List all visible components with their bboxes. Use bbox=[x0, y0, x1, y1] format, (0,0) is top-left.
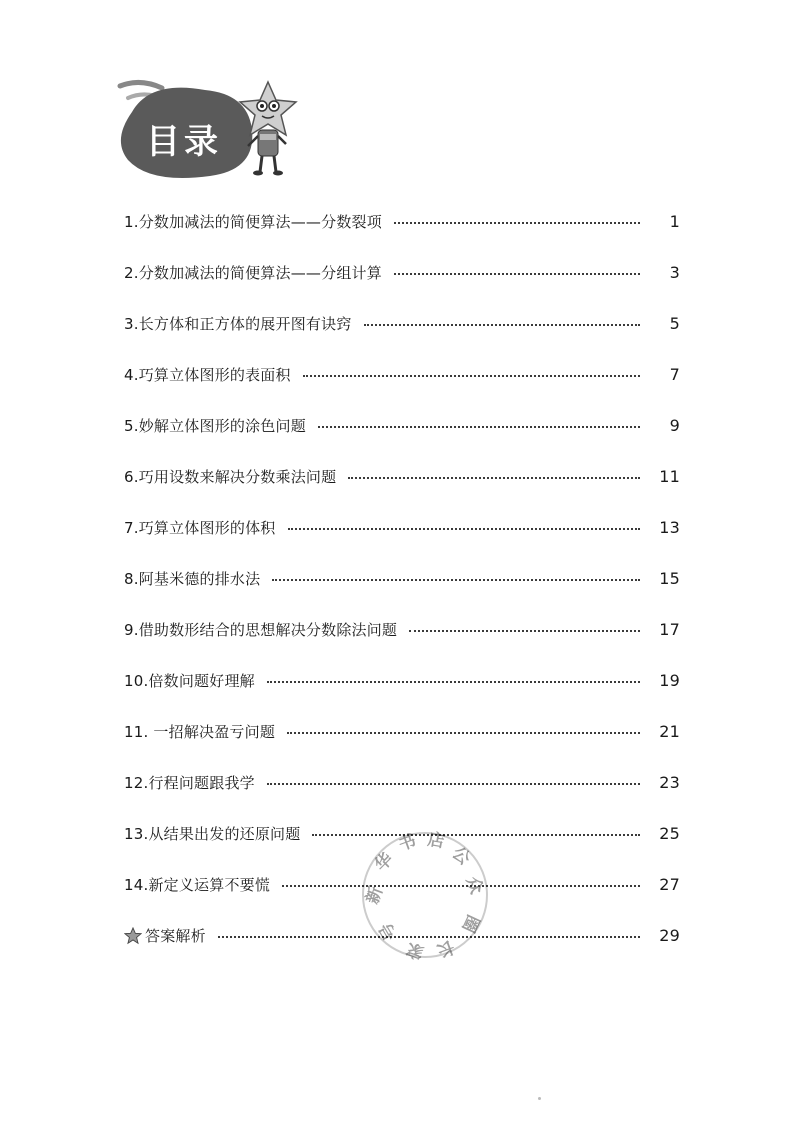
toc-entry[interactable] bbox=[124, 196, 680, 247]
toc-entry-page: 1 bbox=[669, 212, 680, 231]
toc-entry-page: 29 bbox=[659, 926, 680, 945]
toc-entry-title: 8.阿基米德的排水法 bbox=[124, 570, 261, 588]
toc-entry[interactable] bbox=[124, 247, 680, 298]
stamp-char: 众 bbox=[461, 873, 487, 897]
dot-leader bbox=[348, 477, 640, 479]
stamp-char: 长 bbox=[434, 935, 458, 961]
dot-leader bbox=[394, 222, 640, 224]
dot-leader bbox=[394, 273, 640, 275]
toc-entry-title: 5.妙解立体图形的涂色问题 bbox=[124, 417, 306, 435]
answers-title-wrap bbox=[124, 925, 206, 946]
toc-entry-page: 11 bbox=[659, 467, 680, 486]
dot-leader bbox=[287, 732, 640, 734]
toc-entry-title: 12.行程问题跟我学 bbox=[124, 774, 255, 792]
dot-leader bbox=[267, 681, 640, 683]
toc-entry-title: 9.借助数形结合的思想解决分数除法问题 bbox=[124, 621, 398, 639]
toc-entry-page: 21 bbox=[659, 722, 680, 741]
dot-leader bbox=[318, 426, 640, 428]
toc-header bbox=[110, 72, 310, 187]
toc-entry-title: 2.分数加减法的简便算法——分组计算 bbox=[124, 264, 382, 282]
dot-leader bbox=[303, 375, 640, 377]
dot-leader bbox=[272, 579, 640, 581]
toc-entry-title: 14.新定义运算不要慌 bbox=[124, 876, 271, 894]
toc-entry-title: 1.分数加减法的简便算法——分数裂项 bbox=[124, 213, 382, 231]
toc-entry[interactable] bbox=[124, 349, 680, 400]
toc-entry-title: 10.倍数问题好理解 bbox=[124, 672, 255, 690]
toc-entry[interactable] bbox=[124, 706, 680, 757]
toc-entry-page: 7 bbox=[669, 365, 680, 384]
toc-entry-page: 9 bbox=[669, 416, 680, 435]
stamp-char: 号 bbox=[375, 918, 402, 944]
toc-entry-title: 11. 一招解决盈亏问题 bbox=[124, 723, 276, 741]
toc-entry-answers[interactable] bbox=[124, 910, 680, 961]
toc-entry-page: 5 bbox=[669, 314, 680, 333]
toc-entry-page: 3 bbox=[669, 263, 680, 282]
stamp-char: 圈 bbox=[457, 911, 483, 936]
dot-leader bbox=[282, 885, 640, 887]
toc-entry[interactable] bbox=[124, 502, 680, 553]
toc-entry-title: 3.长方体和正方体的展开图有诀窍 bbox=[124, 315, 352, 333]
dot-leader bbox=[218, 936, 640, 938]
table-of-contents bbox=[124, 196, 680, 961]
toc-entry[interactable] bbox=[124, 298, 680, 349]
toc-entry-title: 4.巧算立体图形的表面积 bbox=[124, 366, 291, 384]
toc-entry-title: 13.从结果出发的还原问题 bbox=[124, 825, 301, 843]
toc-entry-title: 答案解析 bbox=[145, 927, 206, 945]
dot-leader bbox=[364, 324, 640, 326]
dot-leader bbox=[409, 630, 640, 632]
star-icon bbox=[124, 927, 142, 945]
toc-entry-page: 27 bbox=[659, 875, 680, 894]
stamp-char: 华 bbox=[371, 849, 398, 876]
toc-entry-page: 13 bbox=[659, 518, 680, 537]
toc-entry[interactable] bbox=[124, 604, 680, 655]
stamp-char: 公 bbox=[447, 843, 474, 870]
toc-entry-title: 6.巧用设数来解决分数乘法问题 bbox=[124, 468, 337, 486]
toc-entry[interactable] bbox=[124, 859, 680, 910]
stamp-char: 家 bbox=[403, 937, 427, 963]
toc-entry[interactable] bbox=[124, 553, 680, 604]
toc-entry-page: 15 bbox=[659, 569, 680, 588]
toc-entry-page: 25 bbox=[659, 824, 680, 843]
stamp-char: 店 bbox=[425, 829, 447, 853]
toc-entry[interactable] bbox=[124, 400, 680, 451]
page-mark bbox=[538, 1097, 541, 1100]
toc-entry[interactable] bbox=[124, 808, 680, 859]
toc-entry[interactable] bbox=[124, 757, 680, 808]
dot-leader bbox=[312, 834, 640, 836]
page-title: 目录 bbox=[146, 122, 222, 162]
toc-entry[interactable] bbox=[124, 655, 680, 706]
toc-entry[interactable] bbox=[124, 451, 680, 502]
dot-leader bbox=[288, 528, 640, 530]
toc-entry-page: 23 bbox=[659, 773, 680, 792]
toc-entry-title: 7.巧算立体图形的体积 bbox=[124, 519, 276, 537]
dot-leader bbox=[267, 783, 640, 785]
toc-entry-page: 17 bbox=[659, 620, 680, 639]
stamp-char: 新 bbox=[362, 883, 388, 907]
toc-entry-page: 19 bbox=[659, 671, 680, 690]
stamp-char: 书 bbox=[395, 830, 419, 856]
